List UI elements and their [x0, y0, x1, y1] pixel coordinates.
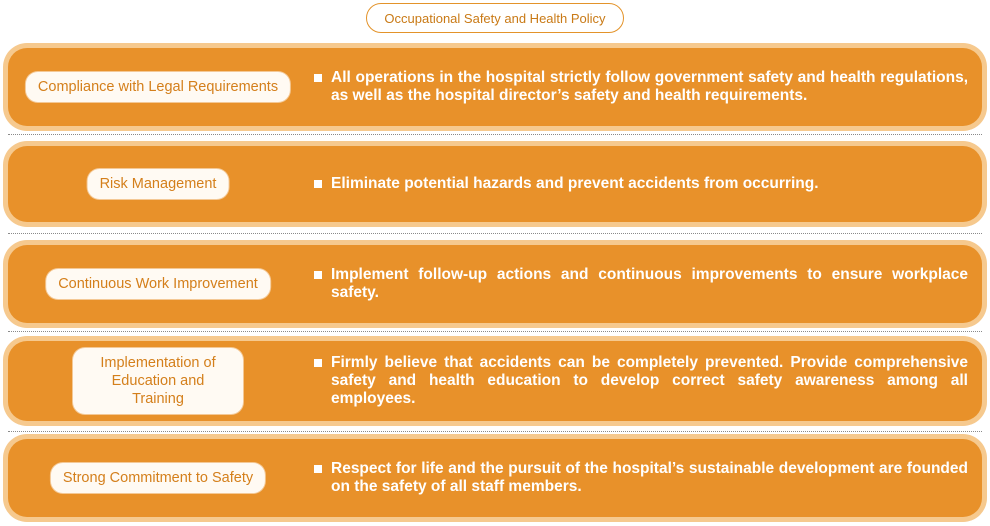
policy-row-panel	[8, 245, 982, 323]
policy-description-commitment	[313, 460, 968, 496]
policy-description-risk	[313, 175, 968, 193]
policy-row-panel	[8, 48, 982, 126]
policy-label-commitment: Strong Commitment to Safety	[51, 463, 265, 493]
square-bullet-icon	[314, 271, 322, 279]
policy-row-education	[3, 336, 987, 426]
page-title: Occupational Safety and Health Policy	[366, 3, 624, 33]
dotted-divider	[8, 331, 982, 332]
dotted-divider	[8, 233, 982, 234]
policy-row-panel	[8, 341, 982, 421]
policy-row-compliance	[3, 43, 987, 131]
dotted-divider	[8, 431, 982, 432]
policy-row-commitment	[3, 434, 987, 522]
policy-description-compliance	[313, 69, 968, 105]
policy-label-compliance: Compliance with Legal Requirements	[26, 72, 290, 102]
policy-row-panel	[8, 146, 982, 222]
policy-row-risk	[3, 141, 987, 227]
square-bullet-icon	[314, 359, 322, 367]
policy-label-education: Implementation of Education and Training	[73, 348, 243, 414]
policy-description-education	[313, 354, 968, 408]
policy-description-text: Eliminate potential hazards and prevent accidents from occurring.	[331, 175, 819, 192]
policy-description-improvement	[313, 266, 968, 302]
policy-description-text: Respect for life and the pursuit of the hospital’s sustainable development are founded on the safety of all staff members.	[331, 460, 968, 495]
square-bullet-icon	[314, 74, 322, 82]
policy-row-panel	[8, 439, 982, 517]
square-bullet-icon	[314, 465, 322, 473]
policy-description-text: All operations in the hospital strictly follow government safety and health regulations, as well as the hospital director’s safety and health requirements.	[331, 69, 968, 104]
policy-description-text: Implement follow-up actions and continuous improvements to ensure workplace safety.	[331, 266, 968, 301]
policy-row-improvement	[3, 240, 987, 328]
policy-description-text: Firmly believe that accidents can be completely prevented. Provide comprehensive safety and health education to develop correct safety awareness among all employees.	[331, 354, 968, 407]
dotted-divider	[8, 134, 982, 135]
policy-label-risk: Risk Management	[88, 169, 229, 199]
policy-label-improvement: Continuous Work Improvement	[46, 269, 270, 299]
square-bullet-icon	[314, 180, 322, 188]
